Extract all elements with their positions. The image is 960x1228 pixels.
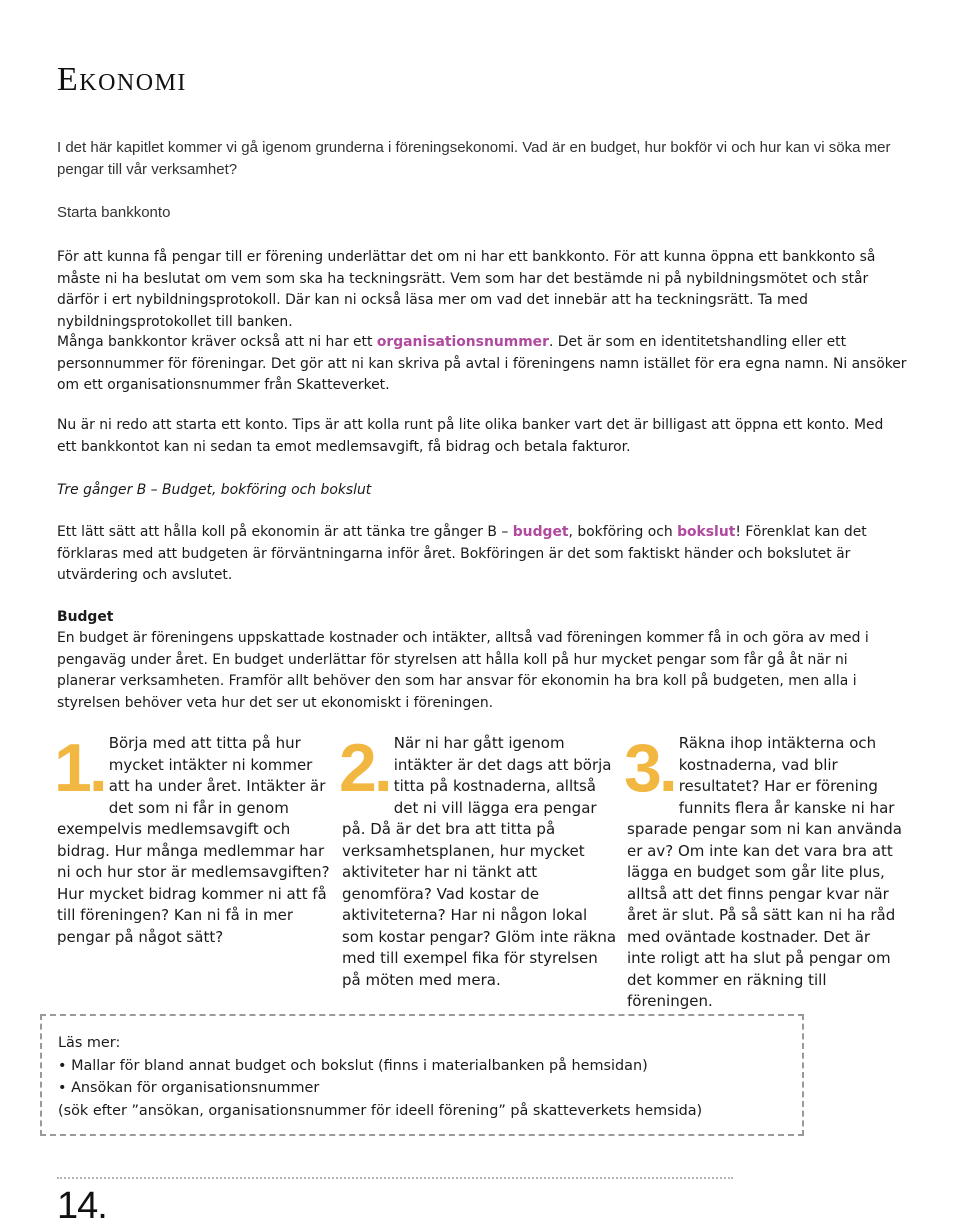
- bank-heading: Starta bankkonto: [57, 204, 171, 221]
- read-more-box: [40, 1014, 804, 1136]
- step-2: [339, 730, 617, 991]
- step-number-2: 2.: [339, 730, 390, 806]
- step-1: [54, 730, 332, 948]
- intro-paragraph: I det här kapitlet kommer vi gå igenom grunderna i föreningsekonomi. Vad är en budget, hur bokför vi och hur kan vi söka mer pengar till vår verksamhet?: [57, 139, 891, 178]
- step-number-3: 3.: [624, 730, 675, 806]
- step-number-1: 1.: [54, 730, 105, 806]
- threeb-paragraph: Ett lätt sätt att hålla koll på ekonomin är att tänka tre gånger B – budget, bokföring och bokslut! Förenklat kan det förklaras med att budgeten är förväntningarna inför året. Bokföringen är det som faktiskt händer och bokslutet är utvärdering och avslutet.: [57, 524, 867, 583]
- read-more-heading: Läs mer:: [58, 1035, 121, 1051]
- bank-paragraph-1: För att kunna få pengar till er förening underlättar det om ni har ett bankkonto. För att kunna öppna ett bankkonto så måste ni ha beslutat om vem som ska ha teckningsrätt. Vem som har det bestämde ni på nybildningsmötet och står därför i ert nybildningsprotokoll. Där kan ni också läsa mer om vad det innebär att ha teckningsrätt. Ta med nybildningsprotokollet till banken.: [57, 249, 876, 330]
- page-number: 14.: [57, 1185, 107, 1227]
- bank-paragraph-2: Många bankkontor kräver också att ni har ett organisationsnummer. Det är som en identitetshandling eller ett personnummer för föreningar. Det gör att ni kan skriva på avtal i föreningens namn istället för era egna namn. Ni ansöker om ett organisationsnummer från Skatteverket.: [57, 334, 907, 393]
- budget-paragraph: En budget är föreningens uppskattade kostnader och intäkter, alltså vad föreningen kommer få in och göra av med i pengaväg under året. En budget underlättar för styrelsen att hålla koll på hur mycket pengar som får gå åt när ni planerar verksamheten. Framför allt behöver den som har ansvar för ekonomin ha bra koll på budgeten, men alla i styrelsen behöver veta hur det ser ut ekonomiskt i föreningen.: [57, 630, 869, 711]
- organisationsnummer-highlight: organisationsnummer: [376, 334, 549, 350]
- step-3: [624, 730, 903, 1013]
- budget-highlight: budget: [512, 524, 569, 540]
- read-more-item-1: • Mallar för bland annat budget och bokslut (finns i materialbanken på hemsidan): [58, 1057, 648, 1074]
- read-more-item-3: (sök efter ”ansökan, organisationsnummer för ideell förening” på skatteverkets hemsida): [58, 1102, 703, 1119]
- page-title: Ekonomi: [57, 61, 187, 98]
- step-text-3: Räkna ihop intäkterna och kostnaderna, vad blir resultatet? Har er förening funnits flera år kanske ni har sparade pengar som ni kan använda er av? Om inte kan det vara bra att lägga en budget som går lite plus, alltså att det finns pengar kvar när året är slut. På så sätt kan ni ha råd med oväntade kostnader. Det är inte roligt att ha slut på pengar om det kommer en räkning till föreningen.: [627, 734, 903, 1010]
- read-more-item-2: • Ansökan för organisationsnummer: [58, 1080, 320, 1096]
- step-text-2: När ni har gått igenom intäkter är det dags att börja titta på kostnaderna, alltså det ni vill lägga era pengar på. Då är det bra att titta på verksamhetsplanen, hur mycket aktiviteter har ni tänkt att genomföra? Vad kostar de aktiviteterna? Har ni någon lokal som kostar pengar? Glöm inte räkna med till exempel fika för styrelsen på möten med mera.: [342, 734, 617, 989]
- bank-paragraph-3: Nu är ni redo att starta ett konto. Tips är att kolla runt på lite olika banker vart det är billigast att öppna ett konto. Med ett bankkontot kan ni sedan ta emot medlemsavgift, få bidrag och betala fakturor.: [57, 417, 884, 455]
- threeb-heading: Tre gånger B – Budget, bokföring och bokslut: [57, 482, 372, 498]
- footer-divider: [57, 1177, 733, 1179]
- step-text-1: Börja med att titta på hur mycket intäkter ni kommer att ha under året. Intäkter är det som ni får in genom exempelvis medlemsavgift och bidrag. Hur många medlemmar har ni och hur stor är medlemsavgiften? Hur mycket bidrag kommer ni att få till föreningen? Kan ni få in mer pengar på något sätt?: [57, 734, 330, 946]
- bokslut-highlight: bokslut: [677, 524, 736, 540]
- budget-heading: Budget: [57, 609, 114, 625]
